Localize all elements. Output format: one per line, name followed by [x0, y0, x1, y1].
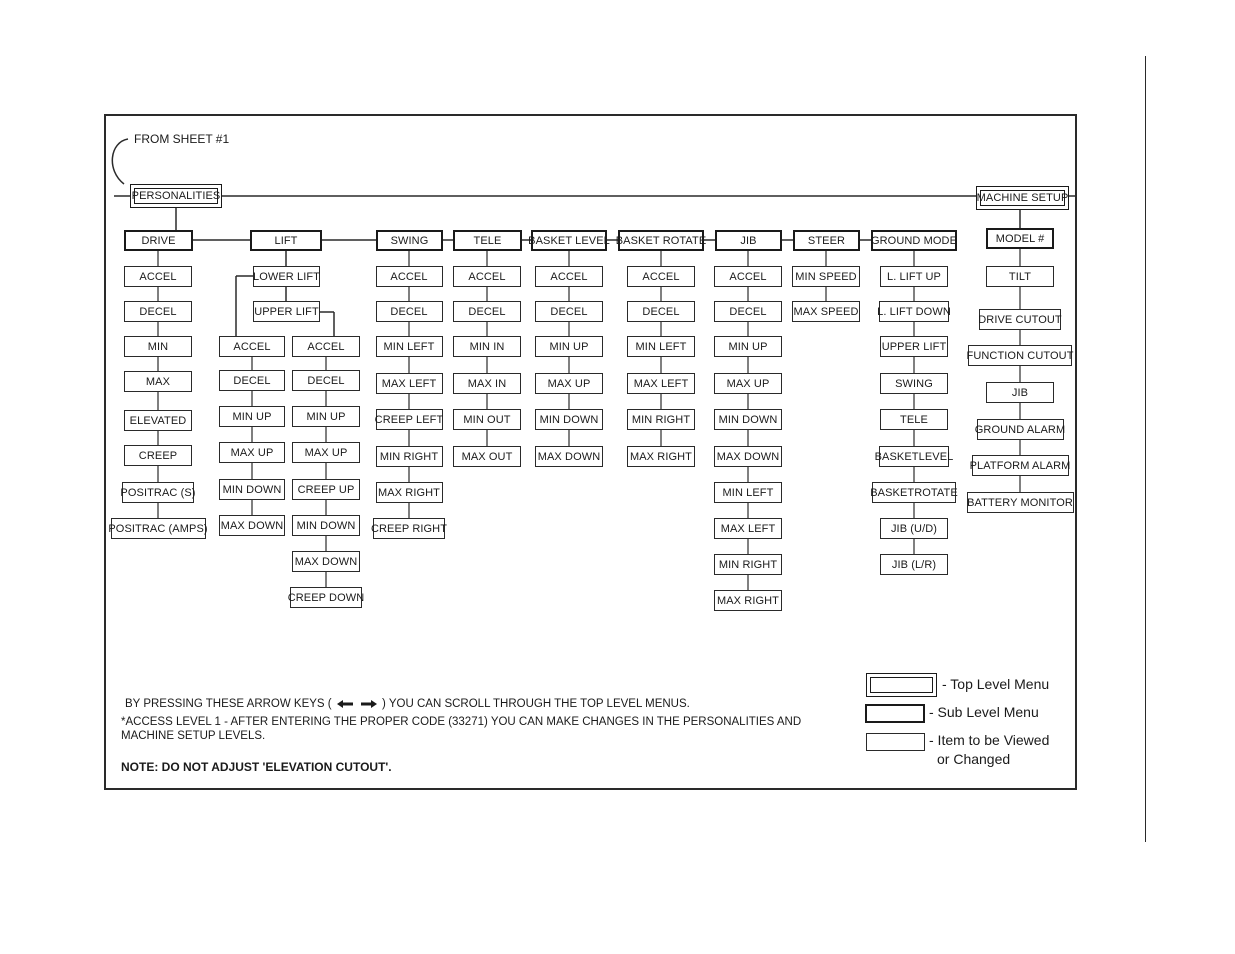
upper-lift-item-max-down[interactable]: MAX DOWN: [292, 551, 360, 572]
ground-mode-item-jib-l-r[interactable]: JIB (L/R): [880, 554, 948, 575]
submenu-drive[interactable]: DRIVE: [124, 230, 193, 251]
basket-level-item-decel[interactable]: DECEL: [535, 301, 603, 322]
submenu-jib[interactable]: JIB: [715, 230, 782, 251]
ground-mode-item-basketlevel[interactable]: BASKETLEVEL: [879, 446, 949, 467]
ground-mode-item-l-lift-down[interactable]: L. LIFT DOWN: [879, 301, 949, 322]
swing-item-min-left[interactable]: MIN LEFT: [376, 336, 443, 357]
jib-item-min-left[interactable]: MIN LEFT: [714, 482, 782, 503]
steer-item-max-speed[interactable]: MAX SPEED: [792, 301, 860, 322]
legend-item-label-line1: - Item to be Viewed: [929, 732, 1050, 748]
lower-lift-item-max-up[interactable]: MAX UP: [219, 442, 285, 463]
submenu-basket-level[interactable]: BASKET LEVEL: [531, 230, 607, 251]
top-menu-machine-setup[interactable]: MACHINE SETUP: [976, 186, 1069, 210]
jib-item-min-up[interactable]: MIN UP: [714, 336, 782, 357]
legend-sub-level-label: - Sub Level Menu: [929, 704, 1039, 720]
left-right-arrows-icon: [337, 699, 377, 709]
jib-item-max-left[interactable]: MAX LEFT: [714, 518, 782, 539]
jib-item-decel[interactable]: DECEL: [714, 301, 782, 322]
submenu-tele[interactable]: TELE: [453, 230, 522, 251]
basket-rotate-item-max-right[interactable]: MAX RIGHT: [627, 446, 695, 467]
tele-item-min-out[interactable]: MIN OUT: [453, 409, 521, 430]
from-sheet-arrow: [112, 139, 128, 184]
submenu-swing[interactable]: SWING: [376, 230, 443, 251]
upper-lift-item-decel[interactable]: DECEL: [292, 370, 360, 391]
swing-item-max-right[interactable]: MAX RIGHT: [376, 482, 443, 503]
upper-lift-item-accel[interactable]: ACCEL: [292, 336, 360, 357]
submenu-lift[interactable]: LIFT: [250, 230, 322, 251]
basket-rotate-item-min-right[interactable]: MIN RIGHT: [627, 409, 695, 430]
upper-lift-item-creep-up[interactable]: CREEP UP: [292, 479, 360, 500]
tele-item-accel[interactable]: ACCEL: [453, 266, 521, 287]
basket-level-item-min-down[interactable]: MIN DOWN: [535, 409, 603, 430]
ground-mode-item-jib-u-d[interactable]: JIB (U/D): [880, 518, 948, 539]
from-sheet-label: FROM SHEET #1: [134, 132, 230, 146]
drive-item-min[interactable]: MIN: [124, 336, 192, 357]
arrow-keys-note-end: ) YOU CAN SCROLL THROUGH THE TOP LEVEL MENUS.: [382, 698, 690, 710]
basket-level-item-max-down[interactable]: MAX DOWN: [535, 446, 603, 467]
lower-lift-item-decel[interactable]: DECEL: [219, 370, 285, 391]
tele-item-max-out[interactable]: MAX OUT: [453, 446, 521, 467]
arrow-keys-note: [125, 698, 690, 710]
arrow-keys-note-start: BY PRESSING THESE ARROW KEYS (: [125, 698, 332, 710]
legend-top-level-label: - Top Level Menu: [942, 676, 1050, 692]
upper-lift-item-max-up[interactable]: MAX UP: [292, 442, 360, 463]
jib-item-min-down[interactable]: MIN DOWN: [714, 409, 782, 430]
machine-setup-item-platform-alarm[interactable]: PLATFORM ALARM: [972, 455, 1069, 476]
basket-rotate-item-decel[interactable]: DECEL: [627, 301, 695, 322]
lower-lift-item-max-down[interactable]: MAX DOWN: [219, 515, 285, 536]
steer-item-min-speed[interactable]: MIN SPEED: [792, 266, 860, 287]
lift-group-upper-lift[interactable]: UPPER LIFT: [253, 301, 320, 322]
basket-rotate-item-max-left[interactable]: MAX LEFT: [627, 373, 695, 394]
access-level-note-line2: MACHINE SETUP LEVELS.: [121, 730, 266, 742]
lower-lift-item-accel[interactable]: ACCEL: [219, 336, 285, 357]
machine-setup-item-drive-cutout[interactable]: DRIVE CUTOUT: [979, 309, 1061, 330]
machine-setup-item-jib[interactable]: JIB: [986, 382, 1054, 403]
jib-item-min-right[interactable]: MIN RIGHT: [714, 554, 782, 575]
jib-item-max-right[interactable]: MAX RIGHT: [714, 590, 782, 611]
drive-item-positrac-amps[interactable]: POSITRAC (AMPS): [111, 518, 206, 539]
submenu-model[interactable]: MODEL #: [986, 228, 1054, 249]
machine-setup-item-battery-monitor[interactable]: BATTERY MONITOR: [967, 492, 1074, 513]
tele-item-max-in[interactable]: MAX IN: [453, 373, 521, 394]
legend-item-label-line2: or Changed: [937, 751, 1011, 767]
machine-setup-item-ground-alarm[interactable]: GROUND ALARM: [977, 419, 1064, 440]
basket-level-item-accel[interactable]: ACCEL: [535, 266, 603, 287]
drive-item-positrac-s[interactable]: POSITRAC (S): [122, 482, 194, 503]
ground-mode-item-l-lift-up[interactable]: L. LIFT UP: [880, 266, 948, 287]
drive-item-decel[interactable]: DECEL: [124, 301, 192, 322]
ground-mode-item-basketrotate[interactable]: BASKETROTATE: [872, 482, 956, 503]
machine-setup-item-tilt[interactable]: TILT: [986, 266, 1054, 287]
ground-mode-item-swing[interactable]: SWING: [880, 373, 948, 394]
jib-item-max-down[interactable]: MAX DOWN: [714, 446, 782, 467]
basket-rotate-item-accel[interactable]: ACCEL: [627, 266, 695, 287]
ground-mode-item-tele[interactable]: TELE: [880, 409, 948, 430]
upper-lift-item-creep-down[interactable]: CREEP DOWN: [290, 587, 362, 608]
lift-group-lower-lift[interactable]: LOWER LIFT: [253, 266, 320, 287]
basket-level-item-max-up[interactable]: MAX UP: [535, 373, 603, 394]
drive-item-creep[interactable]: CREEP: [124, 445, 192, 466]
drive-item-accel[interactable]: ACCEL: [124, 266, 192, 287]
swing-item-min-right[interactable]: MIN RIGHT: [376, 446, 443, 467]
swing-item-max-left[interactable]: MAX LEFT: [376, 373, 443, 394]
jib-item-max-up[interactable]: MAX UP: [714, 373, 782, 394]
swing-item-creep-left[interactable]: CREEP LEFT: [376, 409, 443, 430]
basket-rotate-item-min-left[interactable]: MIN LEFT: [627, 336, 695, 357]
swing-item-accel[interactable]: ACCEL: [376, 266, 443, 287]
lower-lift-item-min-up[interactable]: MIN UP: [219, 406, 285, 427]
drive-item-max[interactable]: MAX: [124, 371, 192, 392]
swing-item-creep-right[interactable]: CREEP RIGHT: [373, 518, 445, 539]
submenu-basket-rotate[interactable]: BASKET ROTATE: [618, 230, 704, 251]
ground-mode-item-upper-lift[interactable]: UPPER LIFT: [880, 336, 948, 357]
swing-item-decel[interactable]: DECEL: [376, 301, 443, 322]
legend-item-swatch: [866, 733, 925, 751]
upper-lift-item-min-up[interactable]: MIN UP: [292, 406, 360, 427]
legend-top-level-swatch: [866, 673, 937, 697]
basket-level-item-min-up[interactable]: MIN UP: [535, 336, 603, 357]
tele-item-min-in[interactable]: MIN IN: [453, 336, 521, 357]
access-level-note-line1: *ACCESS LEVEL 1 - AFTER ENTERING THE PROPER CODE (33271) YOU CAN MAKE CHANGES IN THE PERSONALITIES AND: [121, 716, 802, 728]
tele-item-decel[interactable]: DECEL: [453, 301, 521, 322]
elevation-cutout-warning: NOTE: DO NOT ADJUST 'ELEVATION CUTOUT'.: [121, 760, 392, 774]
submenu-ground-mode[interactable]: GROUND MODE: [871, 230, 957, 251]
drive-item-elevated[interactable]: ELEVATED: [124, 410, 192, 431]
top-menu-personalities[interactable]: PERSONALITIES: [130, 184, 222, 208]
upper-lift-item-min-down[interactable]: MIN DOWN: [292, 515, 360, 536]
machine-setup-item-function-cutout[interactable]: FUNCTION CUTOUT: [968, 345, 1072, 366]
submenu-steer[interactable]: STEER: [793, 230, 860, 251]
lower-lift-item-min-down[interactable]: MIN DOWN: [219, 479, 285, 500]
jib-item-accel[interactable]: ACCEL: [714, 266, 782, 287]
legend-sub-level-swatch: [865, 704, 925, 723]
